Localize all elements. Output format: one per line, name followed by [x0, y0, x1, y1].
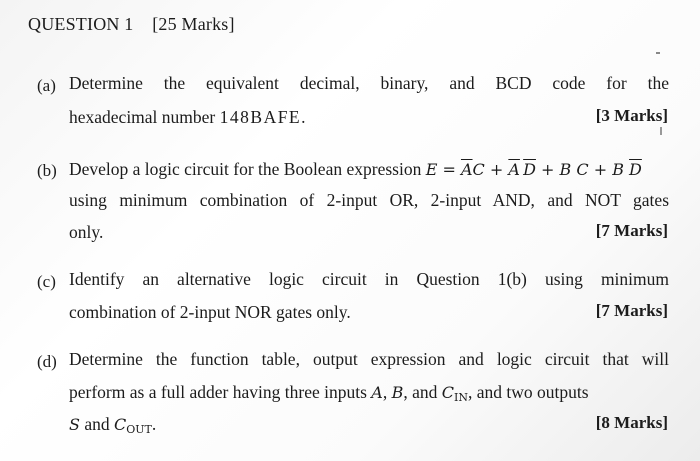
question-heading	[28, 14, 235, 35]
and-word: and	[79, 414, 114, 434]
expr-term-1-c: C	[472, 160, 485, 179]
part-a-label: (a)	[37, 76, 56, 95]
part-d-line-2-prefix: perform as a full adder having three inputs	[69, 382, 372, 402]
part-a-marks: [3 Marks]	[595, 106, 668, 125]
expr-term-1-a-bar: $\overline{A}$	[460, 160, 473, 179]
input-cin-subscript: IN	[454, 391, 468, 404]
part-d-line-2-text	[69, 381, 589, 409]
hex-number: 148BAFE	[219, 107, 302, 127]
input-cin-var: C	[441, 383, 454, 402]
output-cout-var: C	[114, 415, 127, 434]
expr-lhs: E	[425, 160, 438, 179]
part-b-marks: [7 Marks]	[595, 221, 668, 240]
expr-term-2-d-bar: $\overline{D}$	[523, 160, 536, 179]
part-d-line-3-suffix: .	[151, 414, 157, 434]
part-b-line-3: only.	[69, 222, 104, 242]
part-d-label: (d)	[37, 352, 57, 371]
part-c-line-1: Identify an alternative logic circuit in Question 1(b) using minimum	[69, 269, 669, 289]
page-mark	[660, 127, 662, 135]
part-c-line-2: combination of 2-input NOR gates only.	[69, 302, 351, 322]
expr-plus-3: +	[588, 160, 613, 179]
output-s: S	[69, 415, 80, 434]
part-d-line-3	[69, 413, 156, 441]
expr-plus-1: +	[484, 160, 509, 179]
output-cout	[114, 415, 152, 434]
part-a-line-2	[69, 106, 306, 128]
input-a: A	[371, 383, 383, 402]
question-total-marks: [25 Marks]	[152, 14, 235, 34]
page-mark	[656, 52, 660, 54]
part-d-marks: [8 Marks]	[595, 413, 668, 432]
expr-term-4-d-bar: $\overline{D}$	[629, 160, 642, 179]
part-d-line-2-suffix: , and two outputs	[467, 382, 589, 402]
comma-2: , and	[403, 382, 442, 402]
question-title: QUESTION 1	[28, 14, 134, 34]
input-b: B	[391, 383, 404, 402]
part-a-line-1: Determine the equivalent decimal, binary, and BCD code for the	[69, 73, 669, 93]
part-c-label: (c)	[37, 272, 56, 291]
part-b-line-1-prefix: Develop a logic circuit for the Boolean expression	[69, 159, 426, 179]
part-b-line-1	[69, 158, 642, 181]
part-a-line-2-suffix: .	[301, 107, 306, 127]
part-c-marks: [7 Marks]	[595, 301, 668, 320]
expr-term-2-a-bar: $\overline{A}$	[508, 160, 520, 179]
part-b-line-2: using minimum combination of 2-input OR, 2-input AND, and NOT gates	[69, 190, 669, 210]
comma-1: ,	[382, 382, 392, 402]
boolean-expression	[426, 160, 642, 179]
expr-equals: =	[437, 160, 461, 179]
input-cin	[442, 383, 468, 402]
expr-plus-2: +	[535, 160, 560, 179]
part-d-line-2	[69, 381, 669, 409]
expr-term-4-b: B	[612, 160, 630, 179]
part-a-line-2-prefix: hexadecimal number	[69, 107, 220, 127]
output-cout-subscript: OUT	[126, 423, 152, 436]
expr-term-3: B C	[559, 160, 589, 179]
part-d-line-1: Determine the function table, output expression and logic circuit that will	[69, 349, 669, 369]
part-b-label: (b)	[37, 161, 57, 180]
